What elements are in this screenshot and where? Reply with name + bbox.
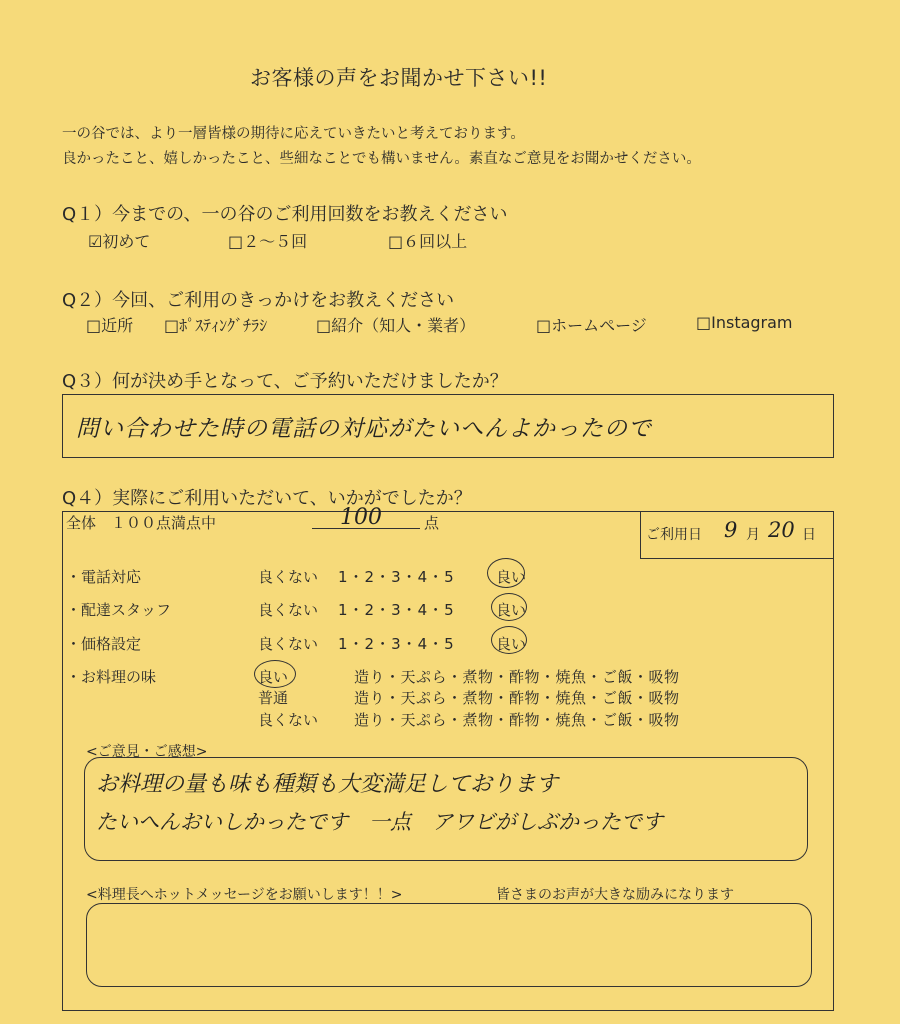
message-sub: 皆さまのお声が大きな励みになります: [496, 887, 734, 903]
rating-price-scale[interactable]: 1・2・3・4・5: [338, 635, 455, 653]
intro-line-1: 一の谷では、より一層皆様の期待に応えていきたいと考えております。: [62, 126, 525, 142]
q2-question: Q２）今回、ご利用のきっかけをお教えください: [62, 290, 455, 311]
rating-price-label: ・価格設定: [66, 635, 142, 653]
q2-option-neighborhood[interactable]: □近所: [86, 316, 134, 335]
intro-line-2: 良かったこと、嬉しかったこと、些細なことでも構いません。素直なご意見をお聞かせください。: [62, 151, 701, 167]
page-title: お客様の声をお聞かせ下さい!!: [250, 66, 548, 90]
date-month: 9: [724, 518, 738, 542]
message-box[interactable]: [86, 903, 812, 987]
taste-dishes-bad[interactable]: 造り・天ぷら・煮物・酢物・焼魚・ご飯・吸物: [354, 711, 680, 729]
date-day: 20: [768, 518, 795, 542]
rating-delivery-bad[interactable]: 良くない: [258, 601, 319, 619]
rating-phone-good[interactable]: 良い: [496, 568, 527, 586]
rating-delivery-selected-circle: [491, 593, 527, 621]
q2-option-instagram[interactable]: □Instagram: [696, 313, 793, 332]
message-label: <料理長へホットメッセージをお願いします！！>: [86, 887, 403, 903]
q2-option-referral[interactable]: □紹介（知人・業者）: [316, 316, 476, 335]
q2-option-homepage[interactable]: □ホームページ: [536, 316, 647, 335]
rating-phone-scale[interactable]: 1・2・3・4・5: [338, 568, 455, 586]
taste-level-normal[interactable]: 普通: [258, 689, 289, 707]
overall-score: 100: [340, 505, 382, 530]
taste-level-good[interactable]: 良い: [258, 668, 289, 686]
q1-option-2-5[interactable]: □２～５回: [228, 232, 308, 251]
taste-dishes-good[interactable]: 造り・天ぷら・煮物・酢物・焼魚・ご飯・吸物: [354, 668, 680, 686]
q1-option-6plus[interactable]: □６回以上: [388, 232, 468, 251]
rating-delivery-label: ・配達スタッフ: [66, 601, 172, 619]
date-month-unit: 月: [746, 527, 760, 543]
q3-answer-text: 問い合わせた時の電話の対応がたいへんよかったので: [76, 416, 652, 442]
q1-question: Q１）今までの、一の谷のご利用回数をお教えください: [62, 204, 508, 225]
q1-option-first[interactable]: ☑初めて: [88, 232, 151, 251]
rating-phone-label: ・電話対応: [66, 568, 142, 586]
taste-dishes-normal[interactable]: 造り・天ぷら・煮物・酢物・焼魚・ご飯・吸物: [354, 689, 680, 707]
date-day-unit: 日: [802, 527, 816, 543]
taste-level-bad[interactable]: 良くない: [258, 711, 319, 729]
comments-line-2: たいへんおいしかったです 一点 アワビがしぶかったです: [96, 810, 663, 834]
date-label: ご利用日: [646, 527, 702, 543]
overall-unit: 点: [424, 514, 440, 532]
q3-question: Q３）何が決め手となって、ご予約いただけましたか？: [62, 371, 508, 392]
taste-selected-circle: [254, 660, 296, 688]
rating-delivery-scale[interactable]: 1・2・3・4・5: [338, 601, 455, 619]
rating-delivery-good[interactable]: 良い: [496, 601, 527, 619]
rating-price-selected-circle: [491, 626, 527, 654]
comments-line-1: お料理の量も味も種類も大変満足しております: [96, 772, 559, 797]
q4-question: Q４）実際にご利用いただいて、いかがでしたか？: [62, 488, 472, 509]
comments-label: <ご意見・ご感想>: [86, 744, 208, 760]
rating-price-bad[interactable]: 良くない: [258, 635, 319, 653]
taste-label: ・お料理の味: [66, 668, 157, 686]
rating-phone-selected-circle: [487, 558, 525, 588]
q2-option-flyer[interactable]: □ﾎﾟｽﾃｨﾝｸﾞﾁﾗｼ: [164, 316, 268, 335]
rating-phone-bad[interactable]: 良くない: [258, 568, 319, 586]
overall-label: 全体 １００点満点中: [66, 514, 217, 532]
rating-price-good[interactable]: 良い: [496, 635, 527, 653]
